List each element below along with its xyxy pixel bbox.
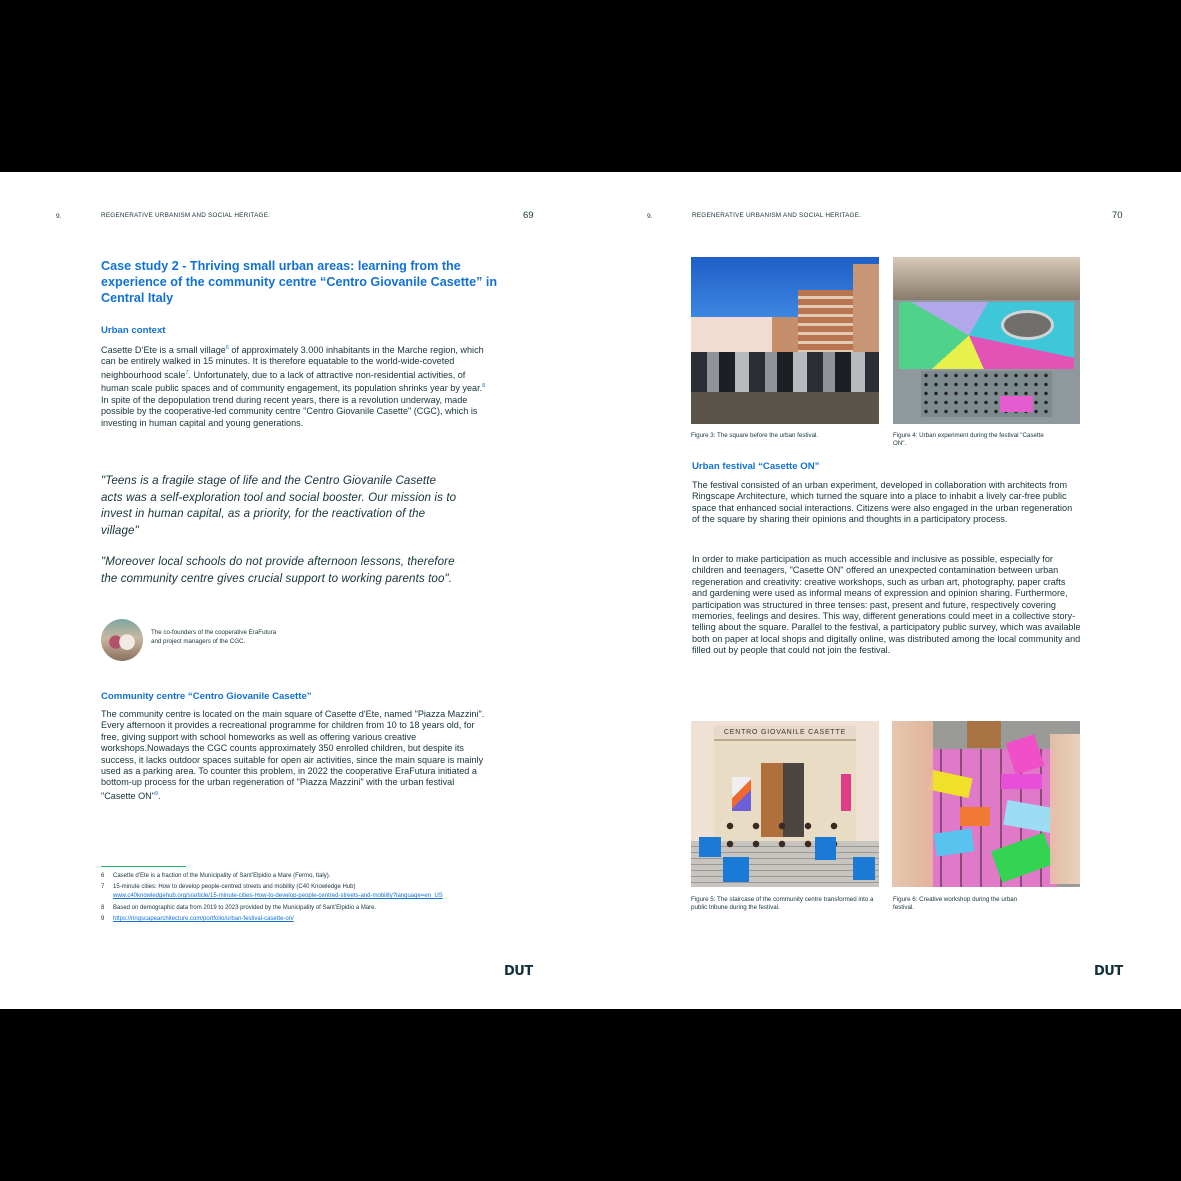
chapter-number: 9. xyxy=(647,213,653,220)
chapter-number: 9. xyxy=(56,213,62,220)
footnote-ref-7[interactable]: 7 xyxy=(185,369,189,376)
dut-logo: DUT xyxy=(504,964,533,979)
urban-festival-paragraph-1: The festival consisted of an urban experiment, developed in collaboration with architects from Ringscape Architecture, which turned the square into a place to inhabit a lively car-free public space that enhanced social interactions. Citizens were also engaged in the urban regeneration of the square by sharing their opinions and thoughts in a participatory process. xyxy=(692,480,1073,525)
page-69 xyxy=(0,172,590,1009)
figure-3-caption: Figure 3: The square before the urban festival. xyxy=(691,432,819,439)
footnote-9: 9 https://ringscapearchitecture.com/portfolio/urban-festival-casette-on/ xyxy=(101,915,481,924)
footnote-ref-8[interactable]: 8 xyxy=(482,383,486,390)
case-study-title: Case study 2 - Thriving small urban areas: learning from the experience of the community centre “Centro Giovanile Casette” in Central Italy xyxy=(101,259,498,305)
footnote-divider xyxy=(101,866,186,867)
running-head: REGENERATIVE URBANISM AND SOCIAL HERITAGE. xyxy=(692,212,862,219)
quote-1: "Teens is a fragile stage of life and the Centro Giovanile Casette acts was a self-exploration tool and social booster. Our mission is to invest in human capital, as a priority, for the reactivation of the village" xyxy=(101,474,457,537)
centre-sign-text: CENTRO GIOVANILE CASETTE xyxy=(723,728,847,736)
figure-3-photo xyxy=(691,257,879,424)
dut-logo: DUT xyxy=(1094,964,1123,979)
footnote-6: 6 Casette d’Ete is a fraction of the Municipality of Sant’Elpidio a Mare (Fermo, Italy). xyxy=(101,873,331,879)
figure-6-photo xyxy=(892,721,1080,887)
footnote-ref-6[interactable]: 6 xyxy=(225,345,229,351)
section-heading-community-centre: Community centre “Centro Giovanile Casette” xyxy=(101,691,312,702)
figure-5-caption: Figure 5: The staircase of the community centre transformed into a public tribune during the festival. xyxy=(691,896,874,912)
footnotes xyxy=(101,872,481,926)
footnote-8: 8 Based on demographic data from 2019 to 2023 provided by the Municipality of Sant’Elpidio a Mare. xyxy=(101,904,377,911)
attribution: The co-founders of the cooperative EraFutura and project managers of the CGC. xyxy=(151,629,277,645)
figure-6-caption: Figure 6: Creative workshop during the urban festival. xyxy=(893,896,1018,912)
community-centre-paragraph: The community centre is located on the main square of Casette d'Ete, named "Piazza Mazzini". Every afternoon it provides a recreational programme for children from 10 to 18 years old, for free, giving support with school homeworks as well as offering various creative workshops.Nowadays the CGC counts approximately 350 enrolled children, but despite its success, it lacks outdoor spaces suitable for open air activities, since the main square is mainly used as a parking area. To counter this problem, in 2022 the cooperative EraFutura initiated a bottom-up process for the urban regeneration of "Piazza Mazzini" with the urban festival "Casette ON"$^9$. xyxy=(101,709,485,801)
footnote-9-link[interactable]: https://ringscapearchitecture.com/portfolio/urban-festival-casette-on/ xyxy=(113,915,294,922)
footnote-7: 7 15-minute cities: How to develop people-centred streets and mobility (C40 Knowledge Hub) www.c40knowledgehub.org/s/article/15-minute-cities-How-to-develop-people-centred-streets-and-mobility?language=en_US xyxy=(101,884,443,900)
cofounders-avatar xyxy=(101,619,143,661)
running-head: REGENERATIVE URBANISM AND SOCIAL HERITAGE. xyxy=(101,212,271,219)
figure-4-caption: Figure 4: Urban experiment during the festival "Casette ON". xyxy=(893,432,1044,448)
page-70 xyxy=(590,172,1180,1009)
footnote-ref-9[interactable]: 9 xyxy=(154,790,159,797)
figure-5-photo xyxy=(691,721,879,887)
urban-festival-paragraph-2: In order to make participation as much accessible and inclusive as possible, especially for children and teenagers, "Casette ON" offered an unexpected contamination between urban regeneration and creativity: creative workshops, such as urban art, photography, paper crafts and gardening were used as informal means of expression and opinion sharing. Furthermore, participation was structured in three tenses: past, present and future, respectively covering memories, feelings and desires. This way, different generations could meet in a collective story-telling about the square. Parallel to the festival, a participatory public survey, which was available both on paper at local shops and digitally online, was distributed among the local community and filled out by people that could not join the festival. xyxy=(692,554,1081,656)
document-spread xyxy=(0,172,1181,1009)
urban-context-paragraph: Casette D’Ete is a small village$^6$ of approximately 3.000 inhabitants in the Marche region, which can be entirely walked in 15 minutes. It is therefore equatable to the world-wide-coveted neighbourhood scale$^7$. Unfortunately, due to a lack of attractive non-residential activities, of human scale public spaces and of community engagement, its population shrinks year by year.$^8$ In spite of the depopulation trend during recent years, there is a revolution underway, made possible by the cooperative-led community centre "Centro Giovanile Casette" (CGC), which is investing in human capital and young generations. xyxy=(101,345,486,428)
page-number: 70 xyxy=(1112,210,1123,221)
quote-2: "Moreover local schools do not provide afternoon lessons, therefore the community centre gives crucial support to working parents too". xyxy=(101,555,455,585)
section-heading-urban-context: Urban context xyxy=(101,325,166,336)
section-heading-urban-festival: Urban festival “Casette ON” xyxy=(692,461,820,472)
footnote-7-link[interactable]: www.c40knowledgehub.org/s/article/15-minute-cities-How-to-develop-people-centred-streets-and-mobility?language=en_US xyxy=(113,893,443,900)
page-number: 69 xyxy=(523,210,534,221)
figure-4-photo xyxy=(893,257,1080,424)
